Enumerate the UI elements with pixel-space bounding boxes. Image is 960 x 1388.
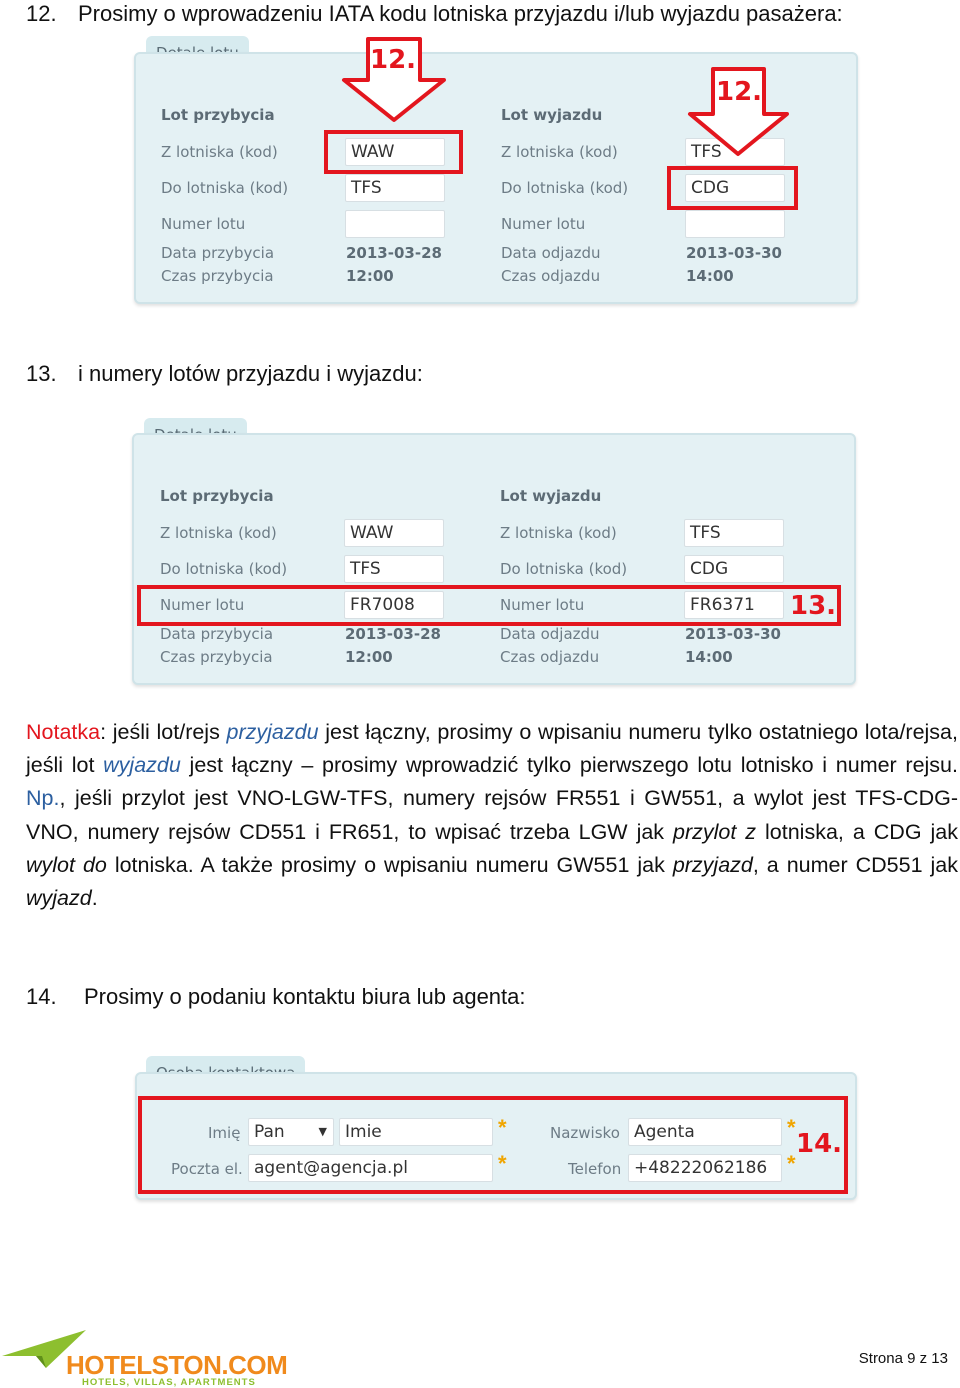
departure-from-input[interactable]: TFS xyxy=(684,519,784,547)
arrival-section-title: Lot przybycia xyxy=(160,487,274,505)
arrival-date-label: Data przybycia xyxy=(160,625,274,643)
email-label: Poczta el. xyxy=(171,1160,243,1178)
departure-date-value: 2013-03-30 xyxy=(685,625,781,643)
arrival-from-input[interactable]: WAW xyxy=(345,138,445,166)
required-star-icon: * xyxy=(787,1151,796,1176)
section-13-heading xyxy=(26,361,423,387)
arrival-flight-input[interactable]: FR7008 xyxy=(344,591,444,619)
note-emphasis: przyjazdu xyxy=(226,720,319,744)
section-number: 13. xyxy=(26,361,57,386)
first-name-input[interactable]: Imie xyxy=(339,1118,493,1146)
callout-label-14: 14. xyxy=(796,1129,843,1159)
departure-to-input[interactable]: CDG xyxy=(685,174,785,202)
arrival-from-label: Z lotniska (kod) xyxy=(160,524,277,542)
section-text: Prosimy o podaniu kontaktu biura lub agenta: xyxy=(84,984,526,1009)
arrival-time-label: Czas przybycia xyxy=(161,267,274,285)
note-text: , jeśli przylot jest VNO-LGW-TFS, numery rejsów FR551 i GW551, a wylot jest TFS-CDG-VNO, numery rejsów CD551 i FR651, to wpisać trzeba LGW jak xyxy=(26,786,958,844)
arrival-from-input[interactable]: WAW xyxy=(344,519,444,547)
arrival-section-title: Lot przybycia xyxy=(161,106,275,124)
title-select-value: Pan xyxy=(254,1122,285,1142)
departure-flight-input[interactable]: FR6371 xyxy=(684,591,784,619)
departure-to-input[interactable]: CDG xyxy=(684,555,784,583)
section-12-heading xyxy=(26,1,843,27)
arrival-time-value: 12:00 xyxy=(345,648,393,666)
note-emphasis: wylot do xyxy=(26,852,107,877)
departure-flight-input[interactable] xyxy=(685,210,785,238)
note-keyword: Notatka xyxy=(26,720,101,744)
note-text: lotniska, a CDG jak xyxy=(756,819,958,844)
logo-subtitle: HOTELS, VILLAS, APARTMENTS xyxy=(82,1377,256,1388)
highlight-box-arrival-from xyxy=(324,130,463,174)
phone-input[interactable]: +48222062186 xyxy=(628,1154,782,1182)
arrival-date-label: Data przybycia xyxy=(161,244,275,262)
arrival-from-label: Z lotniska (kod) xyxy=(161,143,278,161)
arrival-to-label: Do lotniska (kod) xyxy=(161,179,289,197)
arrival-to-input[interactable]: TFS xyxy=(344,555,444,583)
email-input[interactable]: agent@agencja.pl xyxy=(248,1154,493,1182)
arrival-flight-label: Numer lotu xyxy=(160,596,245,614)
section-14-heading xyxy=(26,984,526,1010)
departure-date-value: 2013-03-30 xyxy=(686,244,782,262)
page-number: Strona 9 z 13 xyxy=(858,1350,948,1367)
arrival-date-value: 2013-03-28 xyxy=(346,244,442,262)
departure-date-label: Data odjazdu xyxy=(501,244,601,262)
surname-input[interactable]: Agenta xyxy=(628,1118,782,1146)
note-emphasis: przyjazd xyxy=(672,852,753,877)
departure-from-input[interactable]: TFS xyxy=(685,138,785,166)
callout-label-12-right: 12. xyxy=(716,77,763,107)
departure-section-title: Lot wyjazdu xyxy=(501,106,603,124)
departure-time-value: 14:00 xyxy=(686,267,734,285)
departure-time-label: Czas odjazdu xyxy=(501,267,601,285)
section-text: Prosimy o wprowadzeniu IATA kodu lotniska przyjazdu i/lub wyjazdu pasażera: xyxy=(78,1,843,26)
note-emphasis: przylot z xyxy=(673,819,757,844)
surname-label: Nazwisko xyxy=(550,1124,620,1142)
note-text: lotniska. A także prosimy o wpisaniu numeru GW551 jak xyxy=(106,852,673,877)
section-number: 14. xyxy=(26,984,57,1009)
logo-text: HOTELSTON.COM xyxy=(66,1350,288,1380)
departure-flight-label: Numer lotu xyxy=(500,596,585,614)
note-text: jest łączny – prosimy wprowadzić tylko pierwszego lotu lotnisko i numer rejsu. xyxy=(180,753,958,778)
arrival-flight-label: Numer lotu xyxy=(161,215,246,233)
arrival-date-value: 2013-03-28 xyxy=(345,625,441,643)
note-text: jest łączny, prosimy o wpisaniu numeru tylko ostatniego lota/rejsa, jeśli lot xyxy=(26,720,958,778)
highlight-box-flight-numbers xyxy=(137,585,841,626)
section-text: i numery lotów przyjazdu i wyjazdu: xyxy=(78,361,423,386)
required-star-icon: * xyxy=(498,1151,507,1176)
hotelston-logo xyxy=(2,1330,288,1388)
callout-label-12-left: 12. xyxy=(370,45,417,75)
highlight-box-departure-to xyxy=(667,166,798,210)
departure-from-label: Z lotniska (kod) xyxy=(500,524,617,542)
departure-time-label: Czas odjazdu xyxy=(500,648,600,666)
chevron-down-icon: ▼ xyxy=(318,1125,327,1138)
arrival-to-label: Do lotniska (kod) xyxy=(160,560,288,578)
note-emphasis: wyjazd xyxy=(26,886,92,911)
departure-date-label: Data odjazdu xyxy=(500,625,600,643)
departure-from-label: Z lotniska (kod) xyxy=(501,143,618,161)
departure-flight-label: Numer lotu xyxy=(501,215,586,233)
title-select[interactable] xyxy=(248,1118,334,1146)
departure-time-value: 14:00 xyxy=(685,648,733,666)
note-paragraph xyxy=(26,716,958,915)
departure-section-title: Lot wyjazdu xyxy=(500,487,602,505)
departure-to-label: Do lotniska (kod) xyxy=(500,560,628,578)
note-text: : jeśli lot/rejs xyxy=(100,720,227,744)
required-star-icon: * xyxy=(787,1115,796,1140)
departure-to-label: Do lotniska (kod) xyxy=(501,179,629,197)
note-text: . xyxy=(91,886,98,911)
arrival-flight-input[interactable] xyxy=(345,210,445,238)
note-text: , a numer CD551 jak xyxy=(752,852,958,877)
section-number: 12. xyxy=(26,1,57,26)
callout-label-13: 13. xyxy=(790,591,837,621)
note-emphasis: Np. xyxy=(26,786,60,811)
arrival-to-input[interactable]: TFS xyxy=(345,174,445,202)
arrival-time-label: Czas przybycia xyxy=(160,648,273,666)
required-star-icon: * xyxy=(498,1115,507,1140)
phone-label: Telefon xyxy=(568,1160,622,1178)
name-label: Imię xyxy=(208,1124,241,1142)
note-emphasis: wyjazdu xyxy=(103,753,181,778)
arrival-time-value: 12:00 xyxy=(346,267,394,285)
